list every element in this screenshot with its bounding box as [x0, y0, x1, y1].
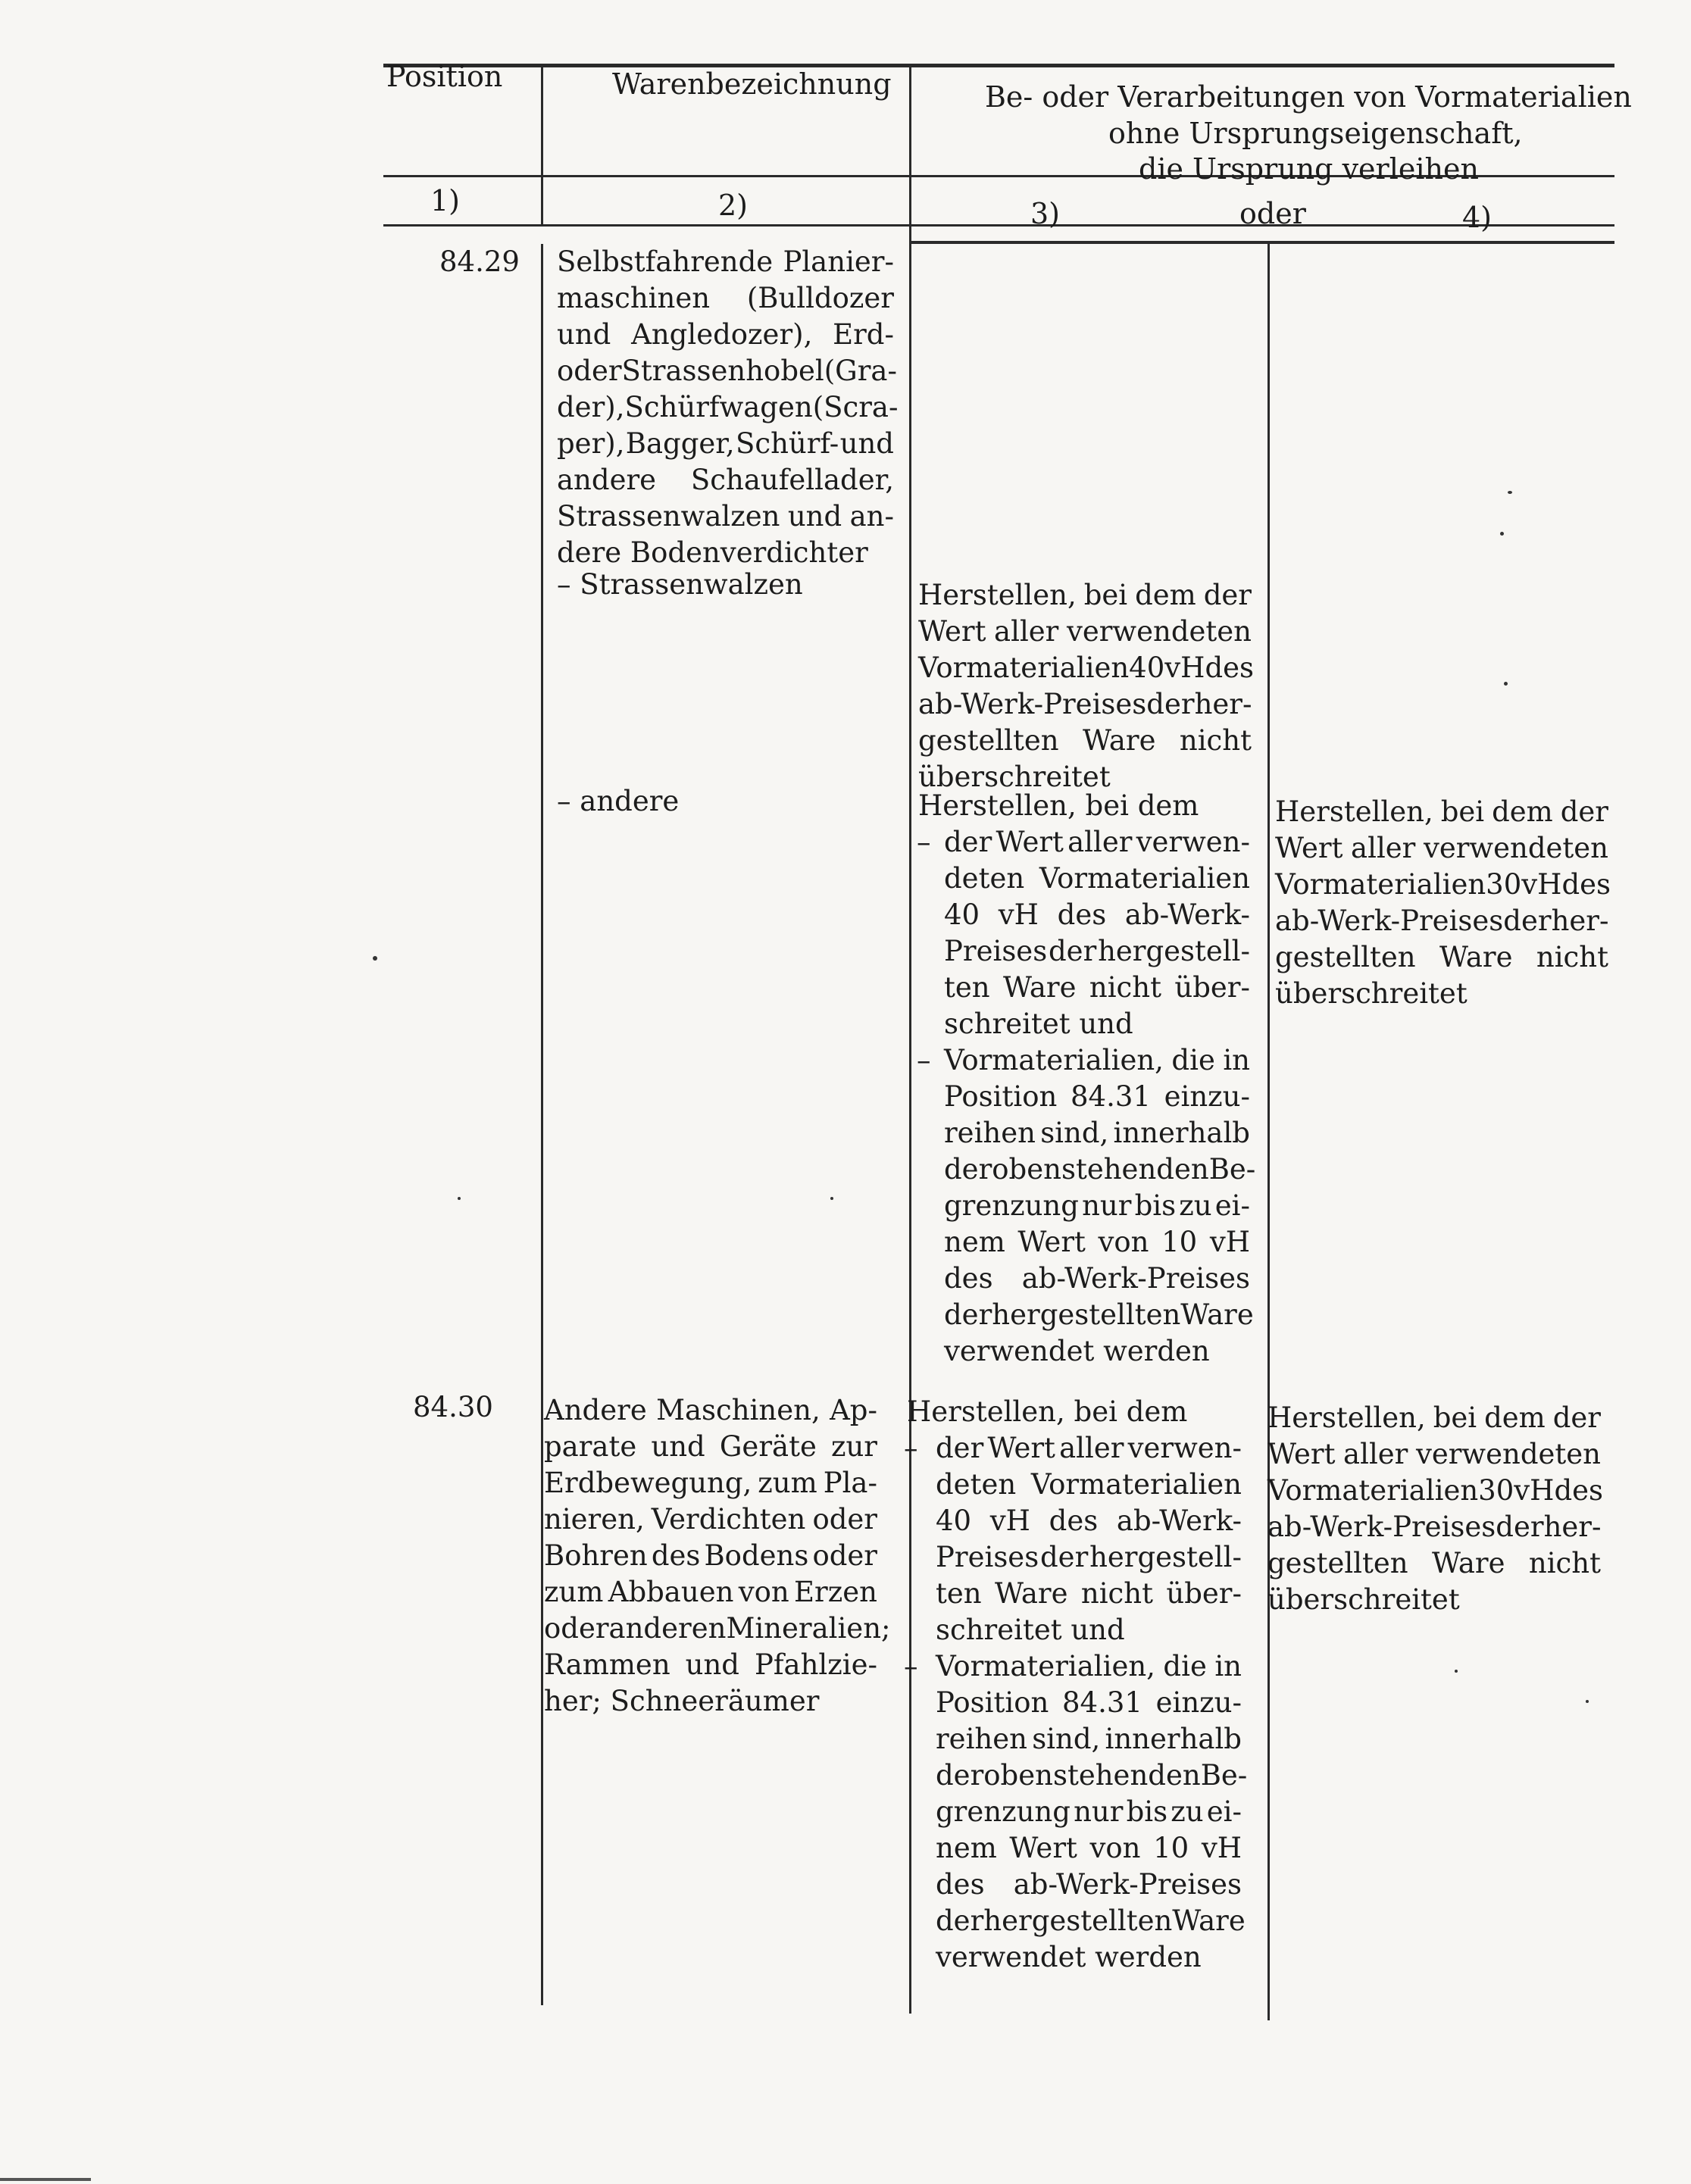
- top-rule: [383, 64, 1614, 67]
- rule-line: Wert aller verwendeten: [1275, 832, 1608, 864]
- rule-line: Wert aller verwendeten: [1267, 1438, 1601, 1470]
- rule-line: überschreitet: [1267, 1583, 1460, 1616]
- header-rule-3: [909, 241, 1614, 244]
- description-line: andere Schaufellader,: [557, 464, 894, 496]
- description-line: Selbstfahrende Planier-: [557, 245, 894, 278]
- rule-line: reihen sind, innerhalb: [944, 1117, 1250, 1149]
- rule-andere-col3-item-2: [944, 1042, 1256, 1370]
- rule-line: der obenstehenden Be-: [944, 1153, 1256, 1186]
- rule-line: schreitet und: [944, 1008, 1133, 1040]
- column-number-3: 3): [1030, 197, 1061, 230]
- scan-speck: [1455, 1670, 1458, 1673]
- description-line: und Angledozer), Erd-: [557, 318, 894, 351]
- header-position: Position: [386, 60, 503, 93]
- rule-line: ab-Werk-Preises der her-: [1275, 905, 1609, 937]
- rule-line: verwendet werden: [944, 1335, 1210, 1367]
- rule-line: ab-Werk-Preises der her-: [918, 688, 1252, 720]
- description-line: her; Schneeräumer: [544, 1685, 820, 1717]
- header-processing-line-2: ohne Ursprungseigenschaft,: [1108, 117, 1523, 150]
- rule-line: deten Vormaterialien: [936, 1468, 1242, 1501]
- rule-line: ten Ware nicht über-: [936, 1577, 1242, 1610]
- row-description-84-29: [557, 244, 899, 571]
- list-dash: –: [904, 1432, 918, 1464]
- list-dash: –: [904, 1650, 918, 1683]
- header-processing-line-3: die Ursprung verleihen: [1139, 152, 1479, 186]
- rule-line: der hergestellten Ware: [944, 1298, 1254, 1331]
- description-line: dere Bodenverdichter: [557, 536, 868, 569]
- rule-andere-col3-item-1: [944, 824, 1250, 1042]
- rule-line: Wert aller verwendeten: [918, 615, 1252, 648]
- rule-strassenwalzen-col3: [918, 577, 1255, 795]
- row-position-84-30: 84.30: [413, 1391, 493, 1423]
- rule-line: der Wert aller verwen-: [944, 826, 1250, 858]
- column-or-label: oder: [1239, 197, 1306, 230]
- description-line: Strassenwalzen und an-: [557, 500, 894, 533]
- scan-speck: [1500, 532, 1504, 536]
- header-rule-2: [383, 224, 1614, 227]
- rule-line: überschreitet: [1275, 977, 1468, 1010]
- rule-line: Herstellen, bei dem der: [918, 579, 1252, 611]
- description-line: parate und Geräte zur: [544, 1430, 877, 1463]
- scan-speck: [1508, 491, 1512, 494]
- rule-line: Preises der hergestell-: [944, 935, 1250, 967]
- rule-line: verwendet werden: [936, 1941, 1202, 1973]
- rule-line: Herstellen, bei dem der: [1275, 795, 1608, 828]
- scan-speck: [830, 1197, 833, 1200]
- rule-line: nem Wert von 10 vH: [936, 1832, 1242, 1864]
- description-line: per), Bagger, Schürf- und: [557, 427, 894, 460]
- rule-84-30-col3-intro: Herstellen, bei dem: [907, 1395, 1188, 1428]
- rule-line: Herstellen, bei dem der: [1267, 1401, 1601, 1434]
- description-line: Andere Maschinen, Ap-: [544, 1394, 877, 1426]
- rule-andere-col4: [1275, 794, 1611, 1012]
- list-dash: –: [917, 826, 931, 858]
- rule-line: gestellten Ware nicht: [918, 724, 1252, 757]
- scan-edge-mark: [0, 2178, 91, 2181]
- row-description-84-30: [544, 1392, 891, 1720]
- rule-line: Vormaterialien 30 vH des: [1267, 1474, 1604, 1507]
- rule-line: 40 vH des ab-Werk-: [936, 1504, 1242, 1537]
- rule-line: schreitet und: [936, 1614, 1125, 1646]
- rule-line: gestellten Ware nicht: [1267, 1547, 1601, 1579]
- rule-line: ten Ware nicht über-: [944, 971, 1250, 1004]
- scan-speck: [1504, 682, 1508, 686]
- rule-line: Vormaterialien 30 vH des: [1275, 868, 1611, 901]
- description-line: nieren, Verdichten oder: [544, 1503, 877, 1536]
- column-number-4: 4): [1462, 201, 1493, 234]
- subheading-strassenwalzen: – Strassenwalzen: [557, 568, 803, 601]
- description-line: zum Abbauen von Erzen: [544, 1576, 877, 1608]
- rule-line: der obenstehenden Be-: [936, 1759, 1248, 1792]
- rule-andere-col3-intro: Herstellen, bei dem: [918, 789, 1199, 822]
- col-divider-1: [541, 244, 543, 2005]
- rule-line: Vormaterialien, die in: [936, 1650, 1242, 1683]
- subheading-andere: – andere: [557, 785, 680, 817]
- header-description: Warenbezeichnung: [612, 67, 892, 101]
- rule-line: 40 vH des ab-Werk-: [944, 898, 1250, 931]
- description-line: maschinen (Bulldozer: [557, 282, 894, 314]
- rule-line: des ab-Werk-Preises: [944, 1262, 1250, 1295]
- row-position-84-29: 84.29: [439, 245, 520, 278]
- rule-84-30-col3-item-1: [936, 1430, 1242, 1648]
- rule-line: nem Wert von 10 vH: [944, 1226, 1250, 1258]
- scan-speck: [373, 956, 377, 961]
- header-processing-line-1: Be- oder Verarbeitungen von Vormaterialien: [985, 80, 1632, 114]
- rule-84-30-col3-item-2: [936, 1648, 1248, 1976]
- rule-line: gestellten Ware nicht: [1275, 941, 1608, 973]
- rule-line: ab-Werk-Preises der her-: [1267, 1511, 1602, 1543]
- rule-line: des ab-Werk-Preises: [936, 1868, 1242, 1901]
- scan-speck: [458, 1197, 461, 1200]
- description-line: Erdbewegung, zum Pla-: [544, 1467, 877, 1499]
- rule-line: Preises der hergestell-: [936, 1541, 1242, 1573]
- description-line: Bohren des Bodens oder: [544, 1539, 877, 1572]
- col-divider-1-header: [541, 65, 543, 226]
- description-line: oder Strassenhobel (Gra-: [557, 355, 897, 387]
- scan-speck: [1586, 1700, 1589, 1703]
- description-line: der), Schürfwagen (Scra-: [557, 391, 899, 423]
- rule-line: Vormaterialien, die in: [944, 1044, 1250, 1076]
- rule-line: deten Vormaterialien: [944, 862, 1250, 895]
- rule-line: überschreitet: [918, 761, 1111, 793]
- rule-line: Position 84.31 einzu-: [944, 1080, 1250, 1113]
- col-divider-2: [909, 65, 911, 2014]
- rule-line: Vormaterialien 40 vH des: [918, 651, 1255, 684]
- description-line: oder anderen Mineralien;: [544, 1612, 891, 1645]
- rule-line: reihen sind, innerhalb: [936, 1723, 1242, 1755]
- col-divider-3: [1267, 244, 1270, 2020]
- rule-line: grenzung nur bis zu ei-: [944, 1189, 1250, 1222]
- rule-line: Position 84.31 einzu-: [936, 1686, 1242, 1719]
- list-dash: –: [917, 1044, 931, 1076]
- description-line: Rammen und Pfahlzie-: [544, 1648, 877, 1681]
- rule-84-30-col4: [1267, 1400, 1604, 1618]
- rule-line: grenzung nur bis zu ei-: [936, 1795, 1242, 1828]
- column-number-1: 1): [430, 184, 461, 217]
- rule-line: der hergestellten Ware: [936, 1904, 1246, 1937]
- rule-line: der Wert aller verwen-: [936, 1432, 1242, 1464]
- column-number-2: 2): [718, 189, 749, 222]
